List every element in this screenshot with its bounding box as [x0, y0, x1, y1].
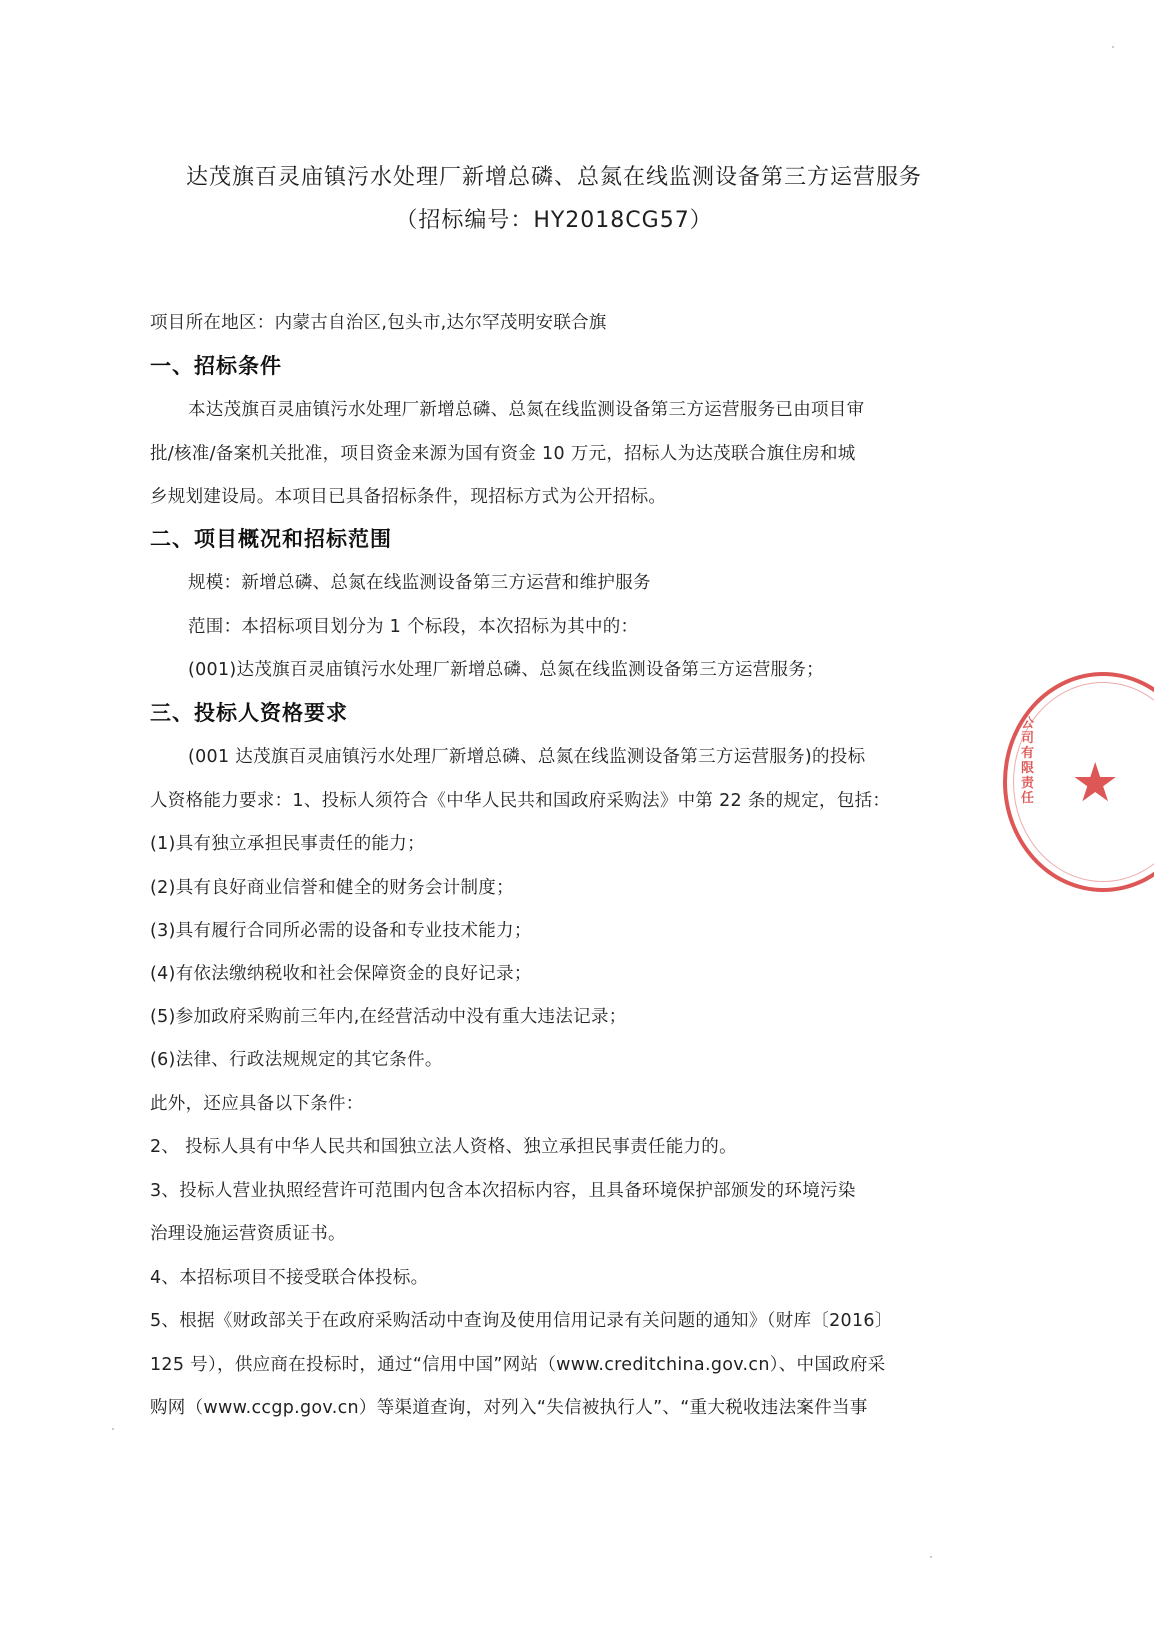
paragraph-line: 人资格能力要求：1、投标人须符合《中华人民共和国政府采购法》中第 22 条的规定，包括：: [150, 791, 891, 811]
section-heading: 三、投标人资格要求: [150, 701, 348, 725]
list-item: (3)具有履行合同所必需的设备和专业技术能力；: [150, 921, 532, 941]
list-item: 5、根据《财政部关于在政府采购活动中查询及使用信用记录有关问题的通知》（财库〔2016〕: [150, 1311, 893, 1331]
seal-star-icon: ★: [1071, 751, 1120, 814]
scan-speck: [112, 1428, 114, 1430]
paragraph-line: (001)达茂旗百灵庙镇污水处理厂新增总磷、总氮在线监测设备第三方运营服务；: [188, 660, 824, 680]
paragraph-line: 乡规划建设局。本项目已具备招标条件，现招标方式为公开招标。: [150, 487, 667, 507]
paragraph-line: 治理设施运营资质证书。: [150, 1224, 346, 1244]
scan-speck: [1112, 46, 1114, 48]
paragraph-line: 购网（www.ccgp.gov.cn）等渠道查询，对列入“失信被执行人”、“重大税收违法案件当事: [150, 1398, 868, 1418]
paragraph-line: (001 达茂旗百灵庙镇污水处理厂新增总磷、总氮在线监测设备第三方运营服务)的投标: [188, 747, 866, 767]
list-item: (6)法律、行政法规规定的其它条件。: [150, 1050, 443, 1070]
paragraph-line: 范围：本招标项目划分为 1 个标段，本次招标为其中的：: [188, 617, 639, 637]
paragraph-line: 规模：新增总磷、总氮在线监测设备第三方运营和维护服务: [188, 573, 651, 593]
list-item: (1)具有独立承担民事责任的能力；: [150, 834, 425, 854]
section-heading: 二、项目概况和招标范围: [150, 527, 392, 551]
bid-number: （招标编号：HY2018CG57）: [395, 208, 713, 233]
list-item: 3、投标人营业执照经营许可范围内包含本次招标内容，且具备环境保护部颁发的环境污染: [150, 1181, 856, 1201]
list-item: 2、 投标人具有中华人民共和国独立法人资格、独立承担民事责任能力的。: [150, 1137, 737, 1157]
section-heading: 一、招标条件: [150, 354, 282, 378]
paragraph-line: 此外，还应具备以下条件：: [150, 1094, 364, 1114]
document-title: 达茂旗百灵庙镇污水处理厂新增总磷、总氮在线监测设备第三方运营服务: [185, 165, 922, 190]
list-item: (5)参加政府采购前三年内,在经营活动中没有重大违法记录；: [150, 1007, 627, 1027]
scan-speck: [930, 1556, 932, 1558]
company-seal-stamp: [1003, 672, 1154, 892]
paragraph-line: 本达茂旗百灵庙镇污水处理厂新增总磷、总氮在线监测设备第三方运营服务已由项目审: [188, 400, 865, 420]
paragraph-line: 批/核准/备案机关批准，项目资金来源为国有资金 10 万元，招标人为达茂联合旗住房和城: [150, 444, 856, 464]
project-location: 项目所在地区：内蒙古自治区,包头市,达尔罕茂明安联合旗: [150, 313, 607, 333]
seal-text: 公司有限责任: [1021, 716, 1035, 806]
paragraph-line: 125 号），供应商在投标时，通过“信用中国”网站（www.creditchina.gov.cn）、中国政府采: [150, 1355, 886, 1375]
list-item: 4、本招标项目不接受联合体投标。: [150, 1268, 429, 1288]
list-item: (4)有依法缴纳税收和社会保障资金的良好记录；: [150, 964, 532, 984]
list-item: (2)具有良好商业信誉和健全的财务会计制度；: [150, 878, 514, 898]
